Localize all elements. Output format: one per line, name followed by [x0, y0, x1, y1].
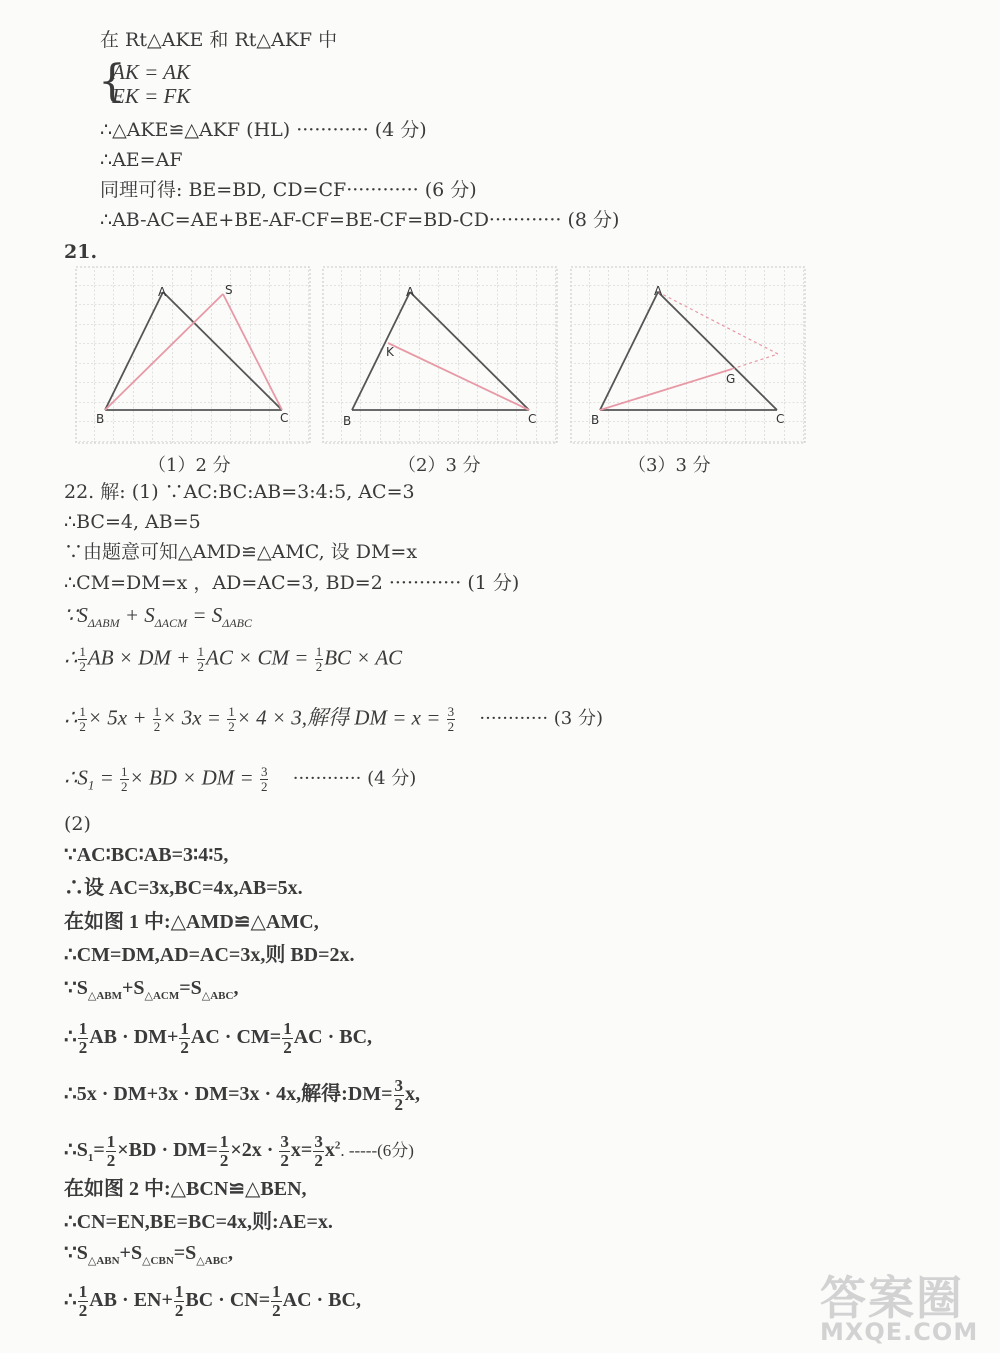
- text-line: ∴设 AC=3x,BC=4x,AB=5x.: [64, 877, 303, 899]
- grid-figure-3: [570, 266, 806, 446]
- equation-solve: ∴ $\frac{1}{2}$ × 5x + $\frac{1}{2}$ × 3x = $\frac{1}{2}$ × 4 × 3,解得 DM = x = $\frac{3}{2}$ ············ (3 分): [64, 704, 603, 734]
- point-label-b: B: [343, 414, 352, 428]
- watermark-logo: 答案圈: [820, 1271, 964, 1325]
- grid-figure-2: [322, 266, 558, 446]
- area-equation: $\because S_{\triangle ABM}+S_{\triangle ACM}=S_{\triangle ABC}$,: [64, 977, 239, 1002]
- text-line: ∴BC=4, AB=5: [64, 511, 201, 533]
- point-label-c: C: [528, 412, 537, 426]
- point-label-k: K: [386, 345, 394, 359]
- area-equation: $\because S_{\Delta ABM} + S_{\Delta ACM} = S_{\Delta ABC}$: [64, 603, 253, 631]
- equation-solve: ∴5x · DM+3x · DM=3x · 4x,解得:DM= $\frac{3}{2}$ x,: [64, 1076, 421, 1114]
- point-label-a: A: [654, 284, 663, 298]
- equation: EK = FK: [112, 84, 191, 108]
- figure-caption: （1）2 分: [148, 455, 231, 476]
- figure-caption: （3）3 分: [628, 455, 711, 476]
- area-expansion: ∴ $\frac{1}{2}$ AB × DM + $\frac{1}{2}$ AC × CM = $\frac{1}{2}$ BC × AC: [64, 644, 403, 674]
- point-label-c: C: [280, 411, 289, 425]
- equation: AK = AK: [112, 60, 190, 84]
- text-line: 22. 解: (1) ∵AC:BC:AB=3:4:5, AC=3: [64, 481, 415, 503]
- text-line: 在如图 1 中:△AMD≌△AMC,: [64, 911, 319, 933]
- brace: {: [98, 56, 126, 107]
- grid-figure-1: [75, 266, 311, 446]
- area-expansion: ∴ $\frac{1}{2}$ AB · DM+ $\frac{1}{2}$ AC · CM= $\frac{1}{2}$ AC · BC,: [64, 1019, 373, 1057]
- text-line: 在 Rt△AKE 和 Rt△AKF 中: [100, 29, 338, 51]
- point-label-b: B: [96, 412, 105, 426]
- text-line: ∴CM=DM=x ，AD=AC=3, BD=2 ············ (1 分): [64, 572, 520, 594]
- text-line: ∴AE=AF: [100, 149, 183, 171]
- point-label-a: A: [406, 285, 415, 299]
- point-label-a: A: [158, 285, 167, 299]
- area-equation: $\because S_{\triangle ABN}+S_{\triangle CBN}=S_{\triangle ABC}$,: [64, 1242, 233, 1267]
- text-line: 同理可得: BE=BD, CD=CF············ (6 分): [100, 179, 477, 201]
- part-label: (2): [64, 813, 91, 835]
- text-line: ∵AC∶BC∶AB=3∶4∶5,: [64, 844, 229, 866]
- area-result: $\therefore S_1=$ $\frac{1}{2}$ ×BD · DM= $\frac{1}{2}$ ×2x · $\frac{3}{2}$ x= $\frac{3}{2}$ $x^2$. -----(6分): [64, 1132, 414, 1170]
- watermark-url: MXQE.COM: [820, 1318, 979, 1346]
- question-number: 21.: [64, 241, 98, 263]
- text-line: ∵由题意可知△AMD≌△AMC, 设 DM=x: [64, 541, 418, 563]
- point-label-c: C: [776, 412, 785, 426]
- text-line: ∴AB-AC=AE+BE-AF-CF=BE-CF=BD-CD············ (8 分): [100, 209, 620, 231]
- text-line: ∴CN=EN,BE=BC=4x,则:AE=x.: [64, 1211, 333, 1233]
- point-label-g: G: [726, 372, 736, 386]
- figure-caption: （2）3 分: [398, 455, 481, 476]
- area-expansion: ∴ $\frac{1}{2}$ AB · EN+ $\frac{1}{2}$ BC · CN= $\frac{1}{2}$ AC · BC,: [64, 1282, 361, 1320]
- text-line: ∴CM=DM,AD=AC=3x,则 BD=2x.: [64, 944, 355, 966]
- text-line: 在如图 2 中:△BCN≌△BEN,: [64, 1178, 307, 1200]
- text-line: ∴△AKE≌△AKF (HL) ············ (4 分): [100, 119, 427, 141]
- area-result: $\therefore S_1$ = $\frac{1}{2}$ × BD × DM = $\frac{3}{2}$ ············ (4 分): [64, 764, 417, 794]
- point-label-b: B: [591, 413, 600, 427]
- point-label-s: S: [225, 283, 233, 297]
